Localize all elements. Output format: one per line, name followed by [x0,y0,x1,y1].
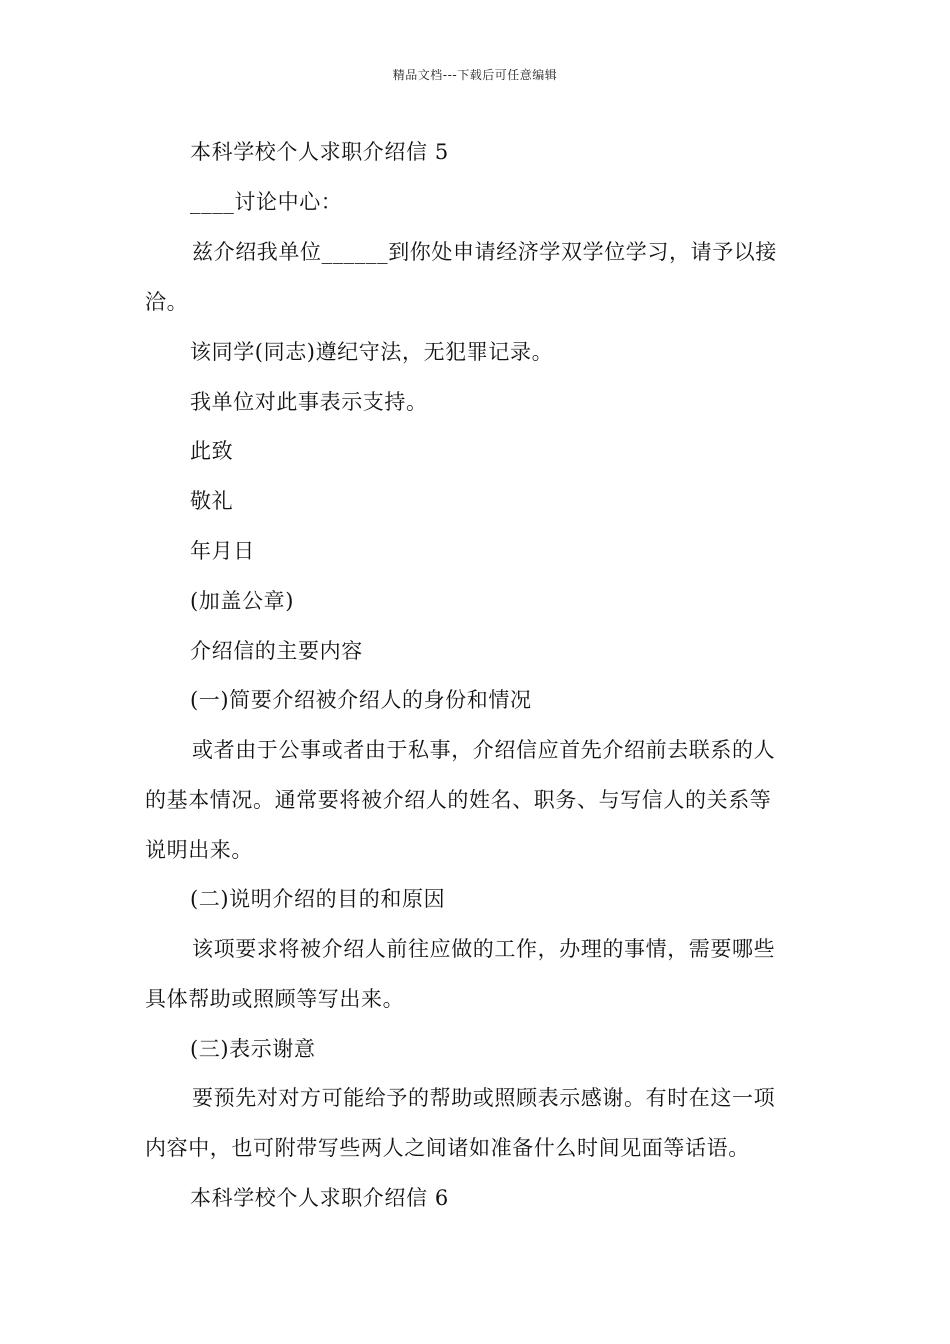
paragraph-line: 洽。 [145,290,189,314]
paragraph-line: 的基本情况。通常要将被介绍人的姓名、职务、与写信人的关系等 [145,788,772,812]
letter-title: 本科学校个人求职介绍信 5 [190,140,449,164]
subsection-heading: (一)简要介绍被介绍人的身份和情况 [190,688,532,712]
letter-title: 本科学校个人求职介绍信 6 [190,1186,449,1210]
closing-line: 敬礼 [190,489,234,513]
paragraph-line: 兹介绍我单位______到你处申请经济学双学位学习，请予以接 [192,240,777,264]
section-heading: 介绍信的主要内容 [190,639,363,663]
subsection-heading: (三)表示谢意 [190,1037,316,1061]
paragraph-line: 说明出来。 [145,838,253,862]
seal-line: (加盖公章) [190,589,294,613]
page-header: 精品文档---下载后可任意编辑 [392,68,558,82]
paragraph-line: 或者由于公事或者由于私事，介绍信应首先介绍前去联系的人 [192,738,776,762]
paragraph-line: 要预先对对方可能给予的帮助或照顾表示感谢。有时在这一项 [192,1086,776,1110]
paragraph-line: 我单位对此事表示支持。 [190,390,428,414]
subsection-heading: (二)说明介绍的目的和原因 [190,887,446,911]
paragraph-line: 内容中，也可附带写些两人之间诸如准备什么时间见面等话语。 [145,1136,750,1160]
date-line: 年月日 [190,539,255,563]
paragraph-line: 该同学(同志)遵纪守法，无犯罪记录。 [190,340,554,364]
closing-line: 此致 [190,439,234,463]
paragraph-line: 该项要求将被介绍人前往应做的工作，办理的事情，需要哪些 [192,937,776,961]
salutation: ____讨论中心： [190,190,343,214]
paragraph-line: 具体帮助或照顾等写出来。 [145,987,405,1011]
